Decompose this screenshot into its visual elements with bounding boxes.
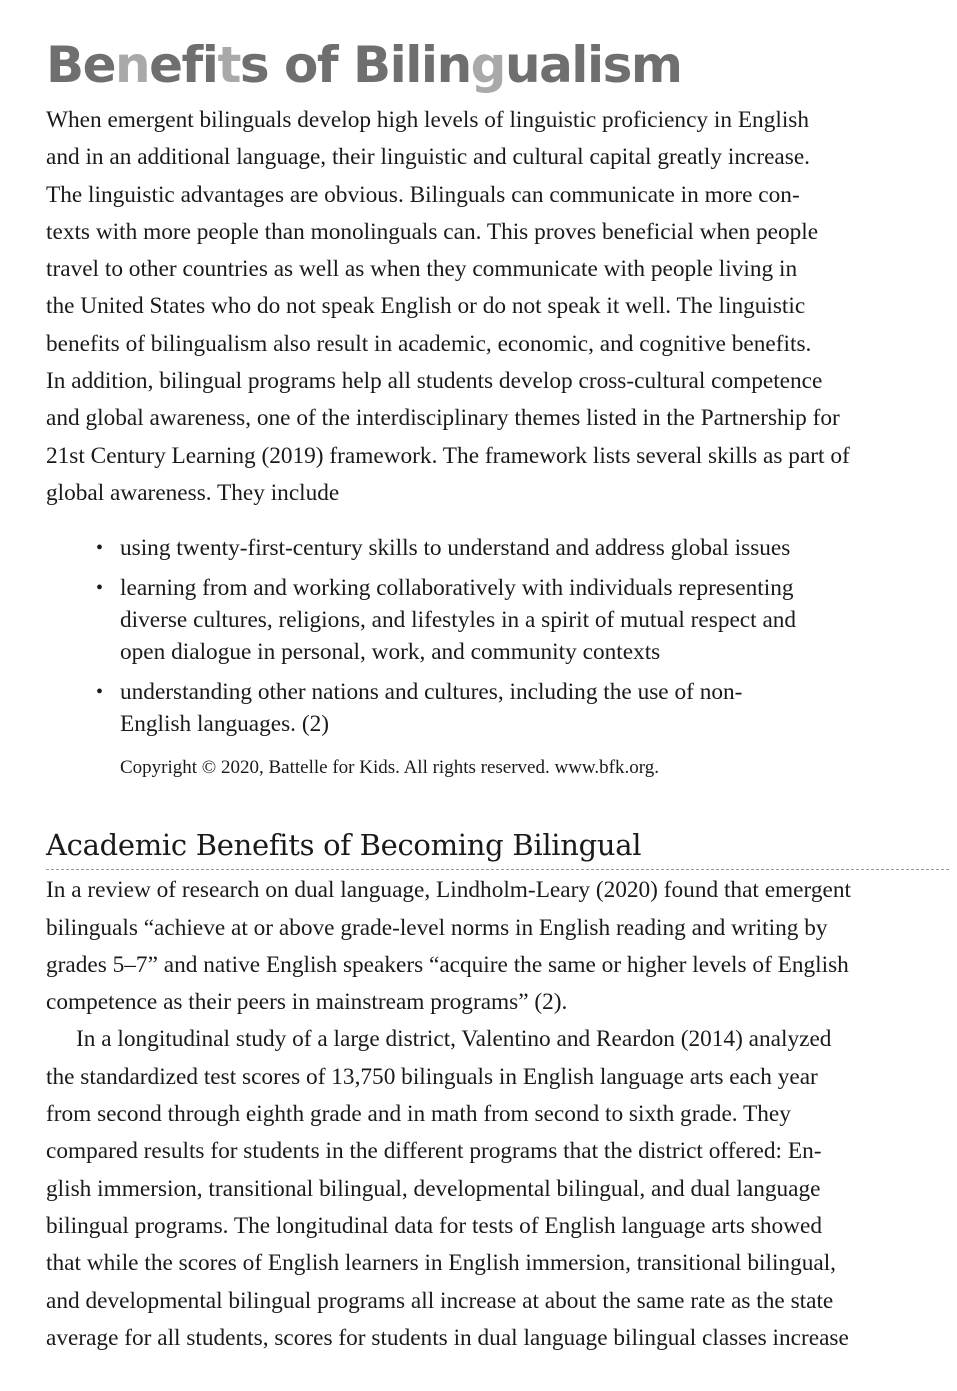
text-line: bilingual programs. The longitudinal data for tests of English language arts showed [46, 1212, 822, 1239]
list-item-line: diverse cultures, religions, and lifestyles in a spirit of mutual respect and [120, 607, 797, 634]
bullet-icon: • [96, 681, 104, 704]
title-part: g [470, 36, 505, 94]
list-item [46, 532, 949, 564]
skills-list [46, 532, 949, 740]
text-line: grades 5–7” and native English speakers “acquire the same or higher levels of English [46, 951, 849, 978]
text-line: and developmental bilingual programs all increase at about the same rate as the state [46, 1287, 834, 1314]
list-item [46, 572, 949, 668]
title-part: ualism [504, 36, 682, 94]
list-item-line: using twenty-first-century skills to understand and address global issues [120, 535, 791, 562]
title-part: n [115, 36, 150, 94]
text-line: and in an additional language, their linguistic and cultural capital greatly increase. [46, 144, 810, 171]
list-item-line: understanding other nations and cultures, including the use of non- [120, 679, 743, 706]
page [46, 30, 949, 1357]
text-line: In addition, bilingual programs help all students develop cross-cultural competence [46, 368, 823, 395]
text-line: benefits of bilingualism also result in academic, economic, and cognitive benefits. [46, 330, 812, 357]
text-line: average for all students, scores for students in dual language bilingual classes increase [46, 1324, 849, 1351]
text-line: The linguistic advantages are obvious. Bilinguals can communicate in more con- [46, 181, 800, 208]
text-line: bilinguals “achieve at or above grade-level norms in English reading and writing by [46, 914, 828, 941]
text-line: competence as their peers in mainstream programs” (2). [46, 989, 568, 1016]
text-line: global awareness. They include [46, 479, 340, 506]
text-line: glish immersion, transitional bilingual, developmental bilingual, and dual language [46, 1175, 821, 1202]
text-line: In a longitudinal study of a large district, Valentino and Reardon (2014) analyzed [76, 1026, 832, 1053]
text-line: the standardized test scores of 13,750 bilinguals in English language arts each year [46, 1063, 818, 1090]
title-part: Be [46, 36, 116, 94]
paragraph-1 [46, 872, 949, 1021]
text-line: texts with more people than monolinguals can. This proves beneficial when people [46, 218, 819, 245]
paragraph-2 [46, 1021, 949, 1357]
title-part: efi [149, 36, 218, 94]
title-part: t [217, 36, 240, 94]
text-line: travel to other countries as well as when they communicate with people living in [46, 256, 798, 283]
list-item-line: English languages. (2) [120, 711, 329, 738]
page-title [46, 30, 949, 102]
list-item-line: learning from and working collaboratively with individuals representing [120, 575, 794, 602]
title-part: s of Bilin [239, 36, 471, 94]
text-line: compared results for students in the different programs that the district offered: En- [46, 1138, 822, 1165]
intro-paragraph [46, 102, 949, 512]
list-item-line: open dialogue in personal, work, and community contexts [120, 639, 661, 666]
text-line: from second through eighth grade and in math from second to sixth grade. They [46, 1101, 791, 1128]
text-line: When emergent bilinguals develop high levels of linguistic proficiency in English [46, 107, 810, 133]
text-line: 21st Century Learning (2019) framework. The framework lists several skills as part of [46, 442, 850, 469]
text-line: In a review of research on dual language, Lindholm-Leary (2020) found that emergent [46, 877, 851, 904]
list-item [46, 676, 949, 740]
text-line: and global awareness, one of the interdisciplinary themes listed in the Partnership for [46, 405, 840, 432]
bullet-icon: • [96, 577, 104, 600]
section-divider [46, 869, 949, 870]
text-line: that while the scores of English learners in English immersion, transitional bilingual, [46, 1250, 837, 1277]
copyright-notice: Copyright © 2020, Battelle for Kids. All rights reserved. www.bfk.org. [120, 757, 659, 779]
section-heading: Academic Benefits of Becoming Bilingual [46, 828, 642, 863]
bullet-icon: • [96, 537, 104, 560]
text-line: the United States who do not speak English or do not speak it well. The linguistic [46, 293, 806, 320]
